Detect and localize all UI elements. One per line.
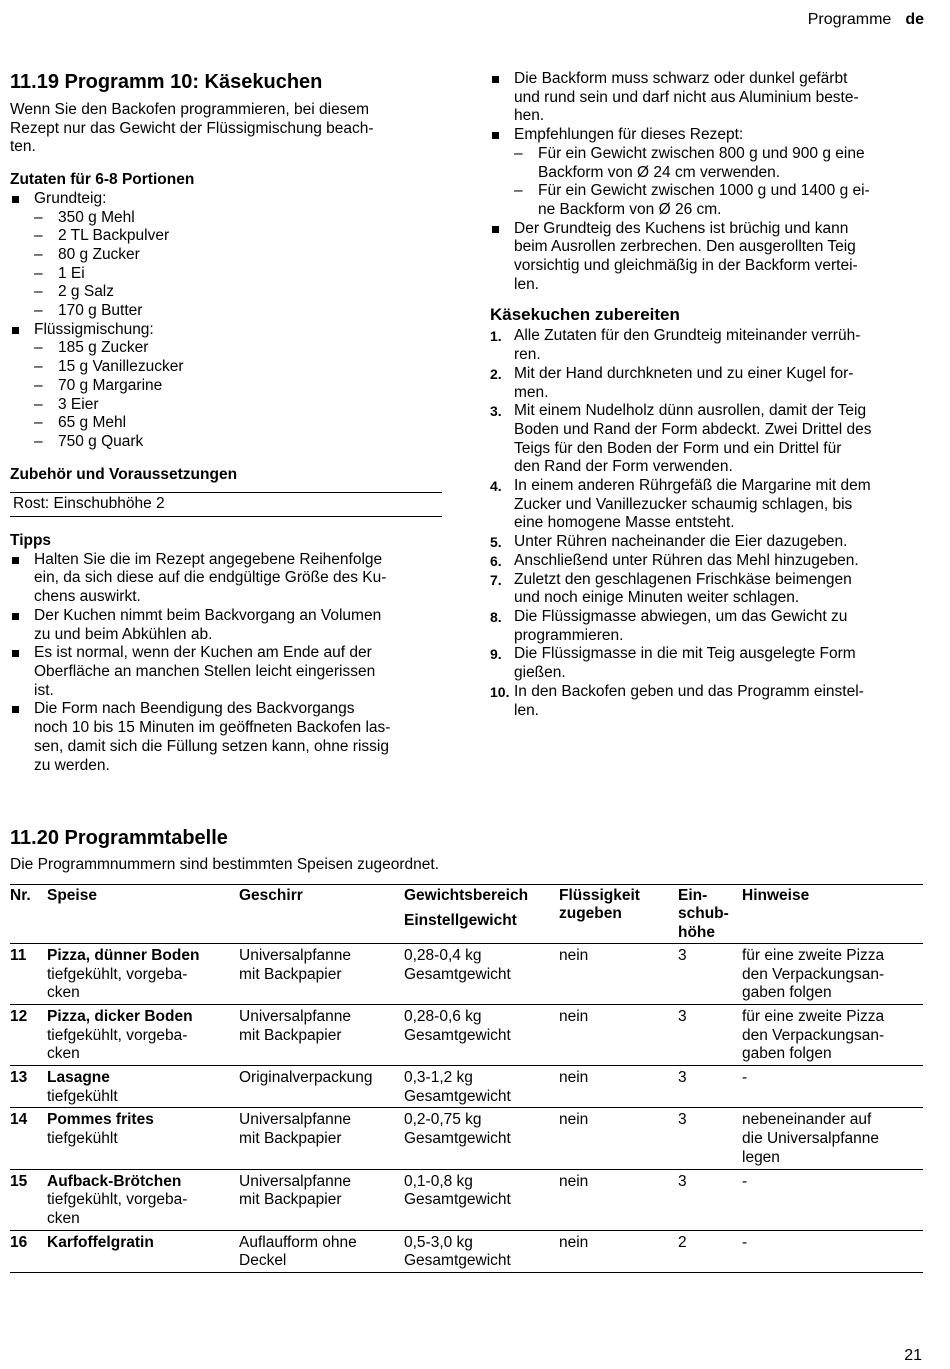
tips-heading: Tipps [10,532,52,550]
list-item: 3. Mit einem Nudelholz dünn ausrollen, damit der Teig Boden und Rand der Form abdeckt. Zwei Drittel des Teigs für den Boden der Form und ein Drittel für den Rand der Form verwenden. [490,402,872,476]
list-item: Der Kuchen nimmt beim Backvorgang an Volumen zu und beim Abkühlen ab. [10,607,442,644]
accessory-text: Rost: Einschubhöhe 2 [13,495,165,513]
col-header-nr: Nr. [10,886,31,904]
table-header-row [10,884,923,943]
list-item: Empfehlungen für dieses Rezept: – Für ein Gewicht zwischen 800 g und 900 g eine Backform von Ø 24 cm verwenden. – Für ein Gewicht zwischen 1000 g und 1400 g ei- ne Backform von Ø 26 cm. [490,126,930,220]
page-header [808,11,924,30]
program-table [10,884,923,1273]
col-header-gewicht: Gewichtsbereich Einstellgewicht [404,886,529,930]
list-item: Halten Sie die im Rezept angegebene Reihenfolge ein, da sich diese auf die endgültige Größe des Ku- chens auswirkt. [10,551,442,607]
list-item: Grundteig: – 350 g Mehl – 2 TL Backpulver – 80 g Zucker – 1 Ei – 2 g Salz – 170 g Butter [10,190,442,321]
table-row: 13 Lasagne tiefgekühlt Originalverpackung 0,3-1,2 kg Gesamtgewicht nein 3 - [10,1066,923,1108]
table-row: 12 Pizza, dicker Boden tiefgekühlt, vorgeba- cken Universalpfanne mit Backpapier 0,28-0,6 kg Gesamtgewicht nein 3 für eine zweite Pizza den Verpackungsan- gaben folgen [10,1004,923,1065]
table-row: 11 Pizza, dünner Boden tiefgekühlt, vorgeba- cken Universalpfanne mit Backpapier 0,28-0,4 kg Gesamtgewicht nein 3 für eine zweite Pizza den Verpackungsan- gaben folgen [10,943,923,1004]
list-item: 6. Anschließend unter Rühren das Mehl hinzugeben. [490,551,859,569]
list-item: 7. Zuletzt den geschlagenen Frischkäse beimengen und noch einige Minuten weiter schlagen. [490,570,852,607]
list-item: 8. Die Flüssigmasse abwiegen, um das Gewicht zu programmieren. [490,607,848,644]
accessory-box [10,492,442,517]
list-item: Die Backform muss schwarz oder dunkel gefärbt und rund sein und darf nicht aus Aluminium beste- hen. [490,70,930,126]
col-header-hinweise: Hinweise [742,886,810,904]
list-item: Flüssigmischung: – 185 g Zucker – 15 g Vanillezucker – 70 g Margarine – 3 Eier – 65 g Mehl – 750 g Quark [10,321,442,452]
list-item: – 170 g Butter [34,302,442,321]
intro-text: Wenn Sie den Backofen programmieren, bei diesem Rezept nur das Gewicht der Flüssigmischung beach- ten. [10,101,374,156]
list-item: – Für ein Gewicht zwischen 800 g und 900 g eine Backform von Ø 24 cm verwenden. [514,145,930,182]
header-lang: de [905,11,924,28]
table-row: 14 Pommes frites tiefgekühlt Universalpfanne mit Backpapier 0,2-0,75 kg Gesamtgewicht nein 3 nebeneinander auf die Universalpfanne legen [10,1108,923,1169]
list-item: – 2 g Salz [34,283,442,302]
list-item: – 350 g Mehl [34,209,442,228]
col-header-geschirr: Geschirr [239,886,303,904]
table-intro: Die Programmnummern sind bestimmten Speisen zugeordnet. [10,856,440,873]
header-section: Programme [807,11,892,28]
list-item: Die Form nach Beendigung des Backvorgangs noch 10 bis 15 Minuten im geöffneten Backofen las- sen, damit sich die Füllung setzen kann, ohne rissig zu werden. [10,700,442,775]
prepare-heading: Käsekuchen zubereiten [490,305,680,325]
section-title: 11.19 Programm 10: Käsekuchen [10,71,323,93]
list-item: 5. Unter Rühren nacheinander die Eier dazugeben. [490,533,848,551]
table-row: 16 Karfoffelgratin Auflaufform ohne Deckel 0,5-3,0 kg Gesamtgewicht nein 2 - [10,1230,923,1272]
ingredients-list [10,190,442,452]
right-column [490,70,930,720]
table-row: 15 Aufback-Brötchen tiefgekühlt, vorgeba- cken Universalpfanne mit Backpapier 0,1-0,8 kg Gesamtgewicht nein 3 - [10,1169,923,1230]
list-item: 9. Die Flüssigmasse in die mit Teig ausgelegte Form gießen. [490,645,856,682]
list-item: – 80 g Zucker [34,246,442,265]
list-item: – 3 Eier [34,396,442,415]
program-table-section [10,826,923,1273]
accessories-heading: Zubehör und Voraussetzungen [10,465,238,483]
list-item: – 185 g Zucker [34,339,442,358]
table-section-title: 11.20 Programmtabelle [10,827,228,849]
ingredients-heading: Zutaten für 6-8 Portionen [10,171,195,189]
list-item: – 70 g Margarine [34,377,442,396]
list-item: Der Grundteig des Kuchens ist brüchig und kann beim Ausrollen zerbrechen. Den ausgerollten Teig vorsichtig und gleichmäßig in der Backform vertei- len. [490,220,930,295]
list-item: – 2 TL Backpulver [34,227,442,246]
col-header-fluessigkeit: Flüssigkeit zugeben [559,886,640,923]
list-item: – Für ein Gewicht zwischen 1000 g und 1400 g ei- ne Backform von Ø 26 cm. [514,182,930,219]
list-item: – 15 g Vanillezucker [34,358,442,377]
list-item: – 1 Ei [34,265,442,284]
tips-list [10,551,442,775]
list-item: – 65 g Mehl [34,414,442,433]
col-header-speise: Speise [47,886,97,904]
page-number: 21 [904,1347,922,1365]
requirements-list [490,70,930,294]
list-item: 1. Alle Zutaten für den Grundteig miteinander verrüh- ren. [490,327,861,364]
steps-list [490,327,930,720]
list-item: – 750 g Quark [34,433,442,452]
list-item: Es ist normal, wenn der Kuchen am Ende auf der Oberfläche an manchen Stellen leicht eingerissen ist. [10,644,442,700]
list-item: 4. In einem anderen Rührgefäß die Margarine mit dem Zucker und Vanillezucker schaumig schlagen, bis eine homogene Masse entsteht. [490,477,871,532]
col-header-einschubhoehe: Ein- schub- höhe [678,886,729,942]
list-item: 2. Mit der Hand durchkneten und zu einer Kugel for- men. [490,364,854,401]
list-item: 10. In den Backofen geben und das Programm einstel- len. [490,682,864,719]
left-column [10,70,442,775]
